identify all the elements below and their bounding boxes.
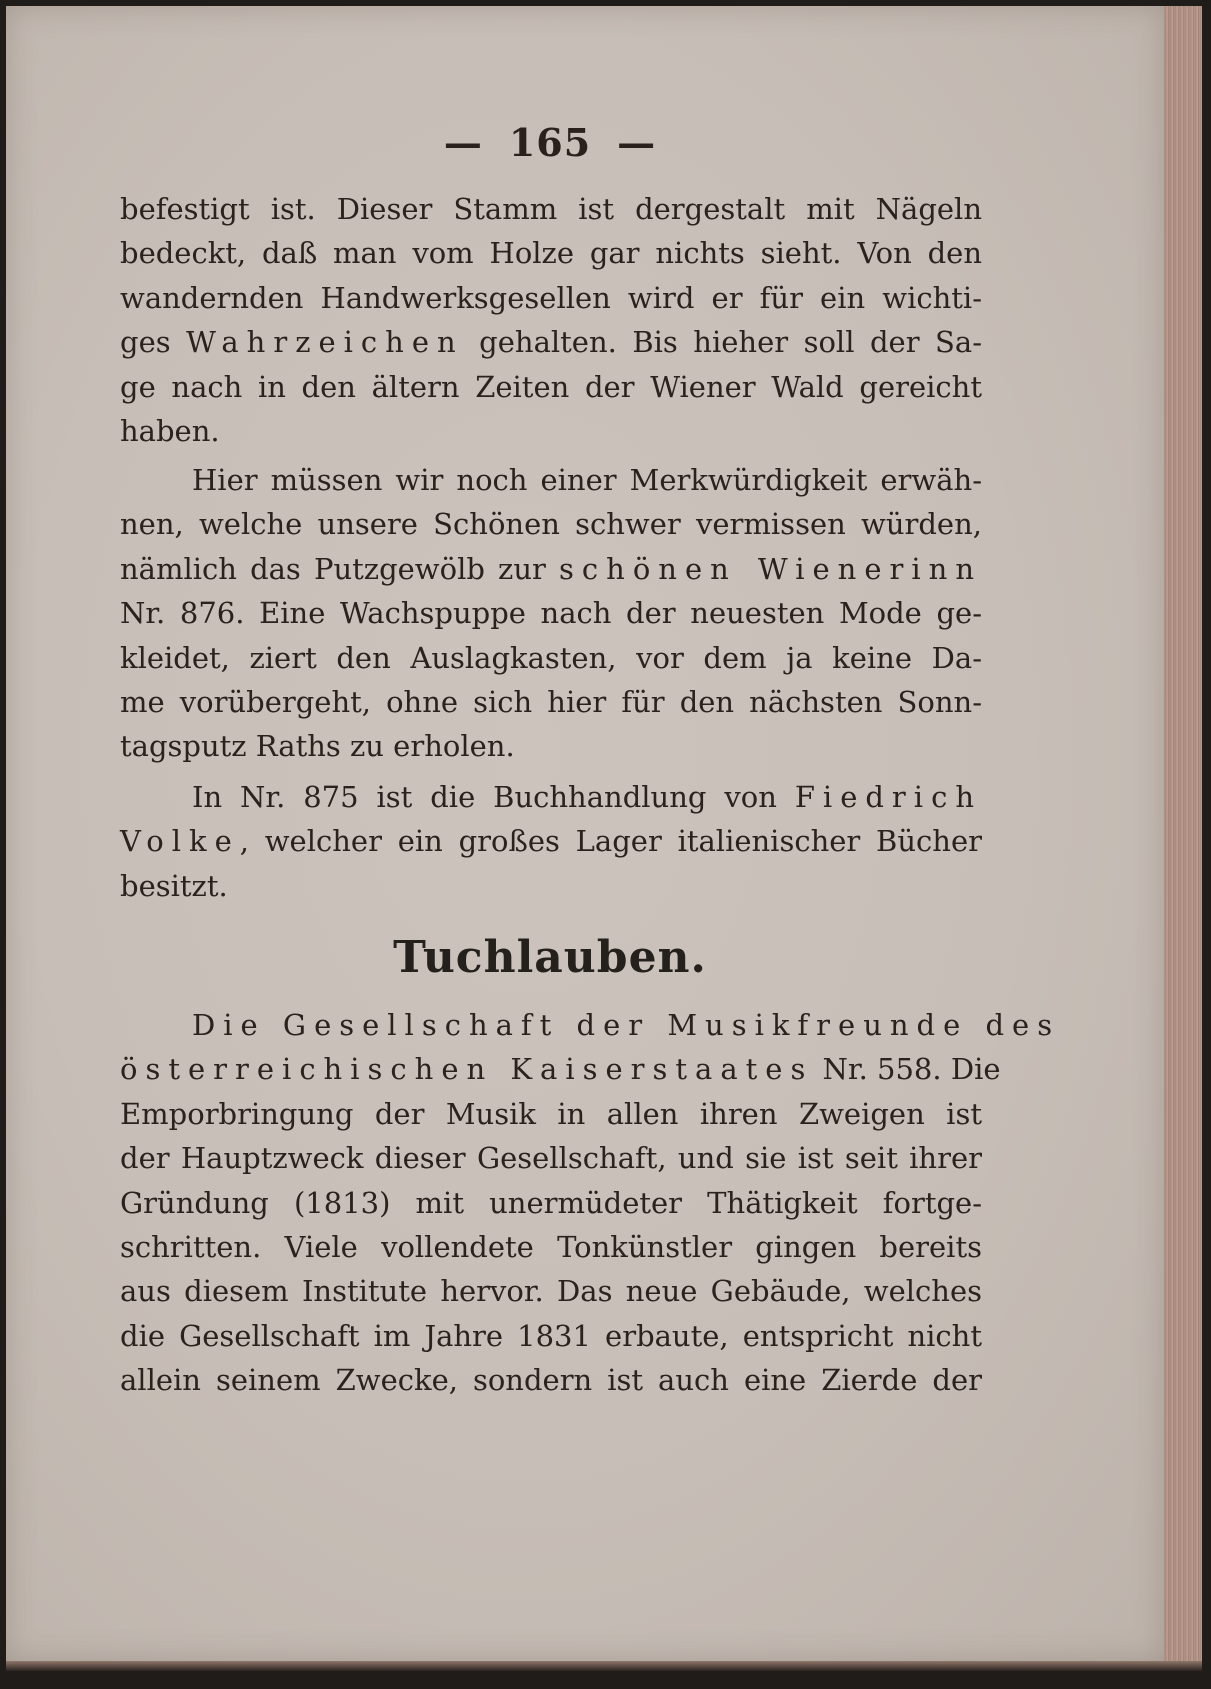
text-line: bedeckt, daß man vom Holze gar nichts sieht. Von den — [120, 236, 982, 271]
text-line: schritten. Viele vollendete Tonkünstler gingen bereits — [120, 1230, 982, 1265]
text-line: aus diesem Institute hervor. Das neue Gebäude, welches — [120, 1274, 982, 1309]
header-dash-right: — — [617, 120, 657, 165]
text-line: Gründung (1813) mit unermüdeter Thätigkeit fortge- — [120, 1185, 982, 1220]
text-span: ges — [120, 325, 171, 360]
text-span: In Nr. 875 ist die Buchhandlung von — [192, 780, 777, 814]
text-line — [120, 1047, 1001, 1091]
text-span: , welcher ein großes Lager italienischer Bücher — [239, 824, 982, 859]
text-line: Nr. 876. Eine Wachspuppe nach der neuesten Mode ge- — [120, 596, 982, 631]
spaced-word: schönen Wienerinn — [559, 551, 982, 586]
text-span: Nr. 558. Die — [822, 1052, 1001, 1087]
spaced-word: Wahrzeichen — [186, 325, 464, 360]
text-line: kleidet, ziert den Auslagkasten, vor dem ja keine Da- — [120, 640, 982, 675]
text-line: die Gesellschaft im Jahre 1831 erbaute, entspricht nicht — [120, 1318, 982, 1353]
paragraph-1 — [120, 187, 982, 453]
paragraph-4 — [120, 1003, 1061, 1403]
spaced-word: Volke — [120, 824, 240, 859]
paragraph-2 — [120, 458, 982, 769]
text-line: der Hauptzweck dieser Gesellschaft, und sie ist seit ihrer — [120, 1141, 982, 1176]
text-line: me vorübergeht, ohne sich hier für den nächsten Sonn- — [120, 685, 982, 720]
text-line: allein seinem Zwecke, sondern ist auch eine Zierde der — [120, 1363, 982, 1398]
spaced-word: Fiedrich — [794, 780, 982, 814]
text-line: haben. — [120, 414, 220, 449]
text-line: Emporbringung der Musik in allen ihren Zweigen ist — [120, 1096, 982, 1131]
text-line: ge nach in den ältern Zeiten der Wiener Wald gereicht — [120, 369, 982, 404]
spaced-word: österreichischen Kaiserstaates — [120, 1052, 814, 1087]
text-line — [120, 775, 982, 819]
paragraph-3 — [120, 775, 982, 908]
text-span: nämlich das Putzgewölb zur — [120, 551, 546, 586]
text-line: tagsputz Raths zu erholen. — [120, 729, 515, 764]
page-header — [0, 120, 1100, 165]
text-line — [120, 547, 982, 591]
text-line: Hier müssen wir noch einer Merkwürdigkeit erwäh- — [192, 463, 982, 497]
text-line — [120, 320, 982, 364]
text-span: gehalten. Bis hieher soll der Sa- — [479, 325, 982, 360]
text-line: befestigt ist. Dieser Stamm ist dergestalt mit Nägeln — [120, 192, 982, 226]
text-line: besitzt. — [120, 868, 228, 903]
header-dash-left: — — [443, 120, 483, 165]
page-edges — [1164, 6, 1202, 1661]
text-line: wandernden Handwerksgesellen wird er für ein wichti- — [120, 280, 982, 315]
text-line: nen, welche unsere Schönen schwer vermissen würden, — [120, 507, 982, 542]
bottom-edge — [6, 1661, 1202, 1671]
text-line — [120, 819, 982, 863]
text-line: Die Gesellschaft der Musikfreunde des — [192, 1008, 1061, 1042]
page-number: 165 — [508, 120, 592, 165]
section-title: Tuchlauben. — [393, 932, 707, 983]
